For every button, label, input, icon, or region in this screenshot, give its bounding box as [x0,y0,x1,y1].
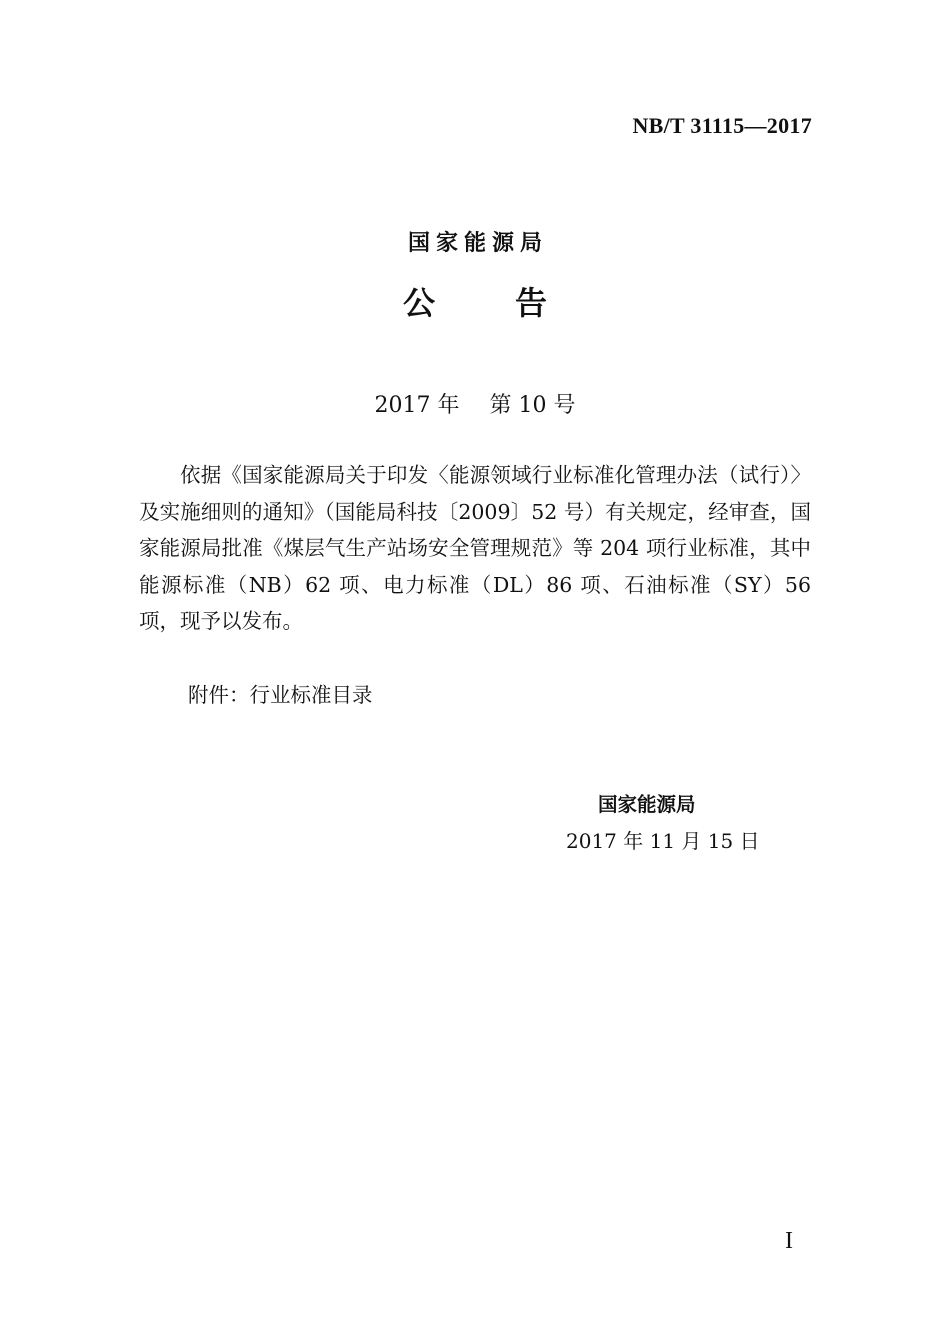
issuer-heading: 国家能源局 [407,231,548,256]
title-char-1: 公 [402,284,435,322]
standard-number: NB/T 31115—2017 [632,113,812,138]
page-number: I [785,1228,793,1254]
announcement-body: 依据《国家能源局关于印发〈能源领域行业标准化管理办法（试行）〉及实施细则的通知》（国能局科技〔2009〕52 号）有关规定，经审查，国家能源局批准《煤层气生产站场安全管理规范》等 204 项行业标准，其中能源标准（NB）62 项、电力标准（DL）86 项、石油标准（SY）56 项，现予以发布。 [139,463,811,633]
issue-number: 第 10 号 [489,393,576,418]
signature-date: 2017 年 11 月 15 日 [566,829,760,853]
signature-organization: 国家能源局 [598,793,696,816]
document-title [0,278,950,324]
issue-number-line [0,388,950,419]
issue-year: 2017 年 [374,393,460,418]
title-char-2: 告 [515,284,548,322]
attachment-line: 附件：行业标准目录 [188,683,373,707]
